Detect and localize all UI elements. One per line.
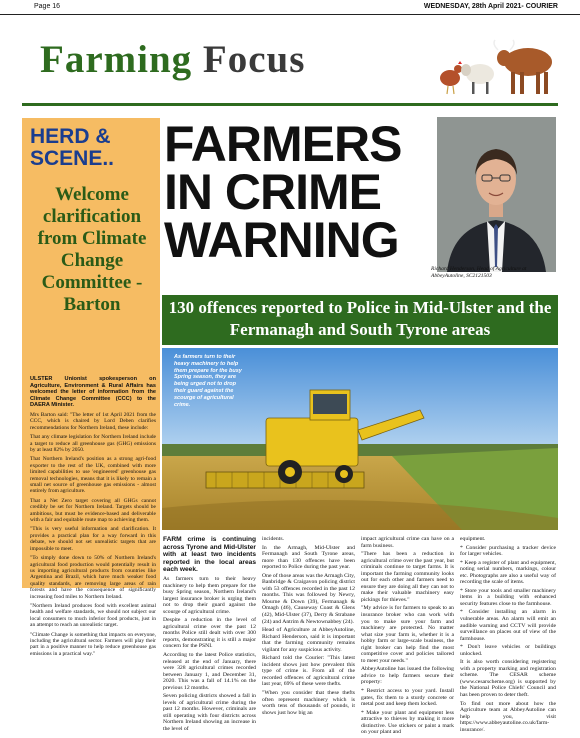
masthead-rule: [22, 103, 558, 106]
article-paragraph: impact agricultural crime can have on a farm business.: [361, 536, 454, 549]
article-paragraph: * Consider purchasing a tracker device for larger vehicles.: [460, 544, 556, 558]
article-column-2: [262, 536, 355, 718]
sidebar-paragraph: That a Net Zero target covering all GHGs cannot credibly be set for Northern Ireland. Targets should be ambitious, but must be evidence-based and deliverable with a fair and equitable route map to achieving them.: [30, 497, 156, 524]
article-column-3: [361, 536, 454, 738]
sidebar-tag: HERD & SCENE..: [30, 125, 115, 170]
sidebar-paragraph: "To simply done down to 50% of Northern Ireland's agricultural food production would potentially result in us importing agricultural products from countries like Argentina and Brazil, which have much weaker food quality standards, are removing large areas of rain forests and have the consequence of significantly increasing food miles to Northern Ireland.: [30, 555, 156, 600]
sidebar-paragraph: Mrs Barton said: "The letter of 1st April 2021 from the CCC, which is chaired by Lord Deben clarifies recommendations for Northern Ireland, these include:: [30, 411, 156, 431]
article-paragraph: * Keep a register of plant and equipment, noting serial numbers, markings, colour etc. Photographs are also a useful way of recording the scale of items.: [460, 559, 556, 586]
portrait-photo: [437, 117, 556, 272]
cow-icon: [494, 40, 552, 94]
article-paragraph: FARM crime is continuing across Tyrone and Mid-Ulster with at least two incidents reported in the local areas each week.: [163, 536, 256, 574]
page-number: Page 16: [34, 3, 61, 10]
sidebar-paragraph: ULSTER Unionist spokesperson on Agriculture, Environment & Rural Affairs has welcomed the letter of information from the Climate Change Committee (CCC) to the DAERA Minister.: [30, 376, 156, 409]
article-paragraph: * Store your tools and smaller machinery items in a building with enhanced security features close to the farmhouse.: [460, 587, 556, 607]
article-paragraph: Head of Agriculture at AbbeyAutoline, Richard Henderson, said it is important that the farming community remains vigilant for any suspicious activity.: [262, 627, 355, 653]
sidebar-paragraph: That Northern Ireland's position as a strong agri-food exporter to the rest of the UK, combined with more limited capabilities to use 'engineered' greenhouse gas removal technologies, means that it is likely to remain a small net source of greenhouse gas emissions - almost entirely from agriculture.: [30, 456, 156, 495]
article-paragraph: "There has been a reduction in agricultural crime over the past year, but criminals continue to target farms. It is important the farming community looks out for each other and farmers need to ensure they are doing all they can not to make their valuable machinery easy pickings for thieves.": [361, 551, 454, 603]
masthead-title: [40, 40, 305, 79]
page-header: [0, 0, 580, 15]
article-column-4: [460, 536, 556, 735]
article-paragraph: * Restrict access to your yard. Install gates, fix them to a sturdy concrete or metal post and keep them locked.: [361, 688, 454, 708]
article-paragraph: "When you consider that these thefts often represent machinery which is worth tens of thousands of pounds, it shows just how big an: [262, 690, 355, 716]
article-paragraph: In the Armagh, Mid-Ulster and Fermanagh and South Tyrone areas, more than 130 offences have been reported to Police during the past year.: [262, 544, 355, 571]
article-column-1: [163, 536, 256, 735]
article-paragraph: incidents.: [262, 536, 284, 542]
article-paragraph: AbbeyAutoline has issued the following advice to help farmers secure their property:: [361, 666, 454, 686]
article-paragraph: To find out more about how the Agriculture team at AbbeyAutoline can help you, visit https://www.abbeyautoline.co.uk/farm-insurance/.: [460, 700, 556, 733]
sidebar-paragraph: That any climate legislation for Northern Ireland include a target to reduce all greenhouse gas (GHG) emissions by at least 82% by 2050.: [30, 434, 156, 453]
article-paragraph: As farmers turn to their heavy machinery to help them prepare for the busy Spring season, Northern Ireland's largest insurance broker is urging them not to drop their guard against the scourge of agricultural crime.: [163, 575, 256, 615]
article-paragraph: It is also worth considering registering with a property marking and registration scheme. The CESAR scheme (www.cesarscheme.org) is supported by the National Police Chiefs' Council and has been proven to deter theft.: [460, 659, 556, 699]
sidebar-paragraph: "Climate Change is something that impacts on everyone, including the agricultural sector. Farmers will play their part in a positive manner to help reduce greenhouse gas emissions in a practical way.": [30, 631, 156, 657]
article-headline: FARMERS IN CRIME WARNING: [164, 116, 402, 268]
article-paragraph: "My advice is for farmers to speak to an insurance broker who can work with you to make sure your farm and machinery are protected. No matter what size your farm is, whether it is a hobby farm or large-scale business, the right broker can help find the most competitive cover and policies tailored to meet your needs.": [361, 605, 454, 664]
chicken-icon: [440, 61, 462, 94]
photo-caption: As farmers turn to their heavy machinery to help them prepare for the busy Spring season, they are being urged not to drop their guard against the scourge of agricultural crime.: [174, 354, 242, 408]
masthead-word-1: Farming: [40, 38, 203, 81]
sidebar-paragraph: "This is very useful information and clarification. It provides a practical plan for a way forward in this debate, we should not set unrealistic targets that are impossible to meet.: [30, 526, 156, 552]
article-paragraph: Richard told the Courier: "This latest incident shows just how prevalent this type of crime is. From all of the recorded offences of agricultural crime last year, 69% of these were thefts.: [262, 655, 355, 688]
publication-date: WEDNESDAY, 28th April 2021- COURIER: [423, 3, 558, 10]
article-paragraph: * Make your plant and equipment less attractive to thieves by making it more distinctive. Use stickers or paint a mark on your plant and: [361, 709, 454, 736]
sidebar-body: [30, 376, 156, 660]
masthead-animals: [436, 36, 558, 100]
article-paragraph: equipment.: [460, 536, 486, 542]
article-paragraph: * Don't leave vehicles or buildings unlocked.: [460, 644, 556, 657]
article-paragraph: One of those areas was the Armagh City, Banbridge & Craigavon policing district with 53 offences recorded in the past 12 months. This was followed by Newry, Mourne & Down (39), Fermanagh & Omagh (46), Causeway Coast & Glens (42), Mid-Ulster (37), Derry & Strabane (24) and Antrim & Newtownabbey (24).: [262, 572, 355, 625]
article-paragraph: Despite a reduction in the level of agricultural crime over the past 12 months Police still dealt with over 300 reports, demonstrating it is still a major concern for the PSNI.: [163, 617, 256, 650]
subhead-bar: 130 offences reported to Police in Mid-Ulster and the Fermanagh and South Tyrone areas: [162, 295, 558, 345]
portrait-caption: Richard Henderson, Head of Agriculture at AbbeyAutoline, SC2121503: [431, 266, 527, 279]
masthead-word-2: Focus: [202, 38, 306, 81]
article-paragraph: Seven policing districts showed a fall in levels of agricultural crime during the past 12 months. However, criminals are still operating with four districts across Northern Ireland showing an increase in the level of: [163, 693, 256, 732]
article-paragraph: According to the latest Police statistics, released at the end of January, there were 328 agricultural crimes recorded between January 1, and December 31, 2020. This was a fall of 14.1% on the previous 12 months.: [163, 651, 256, 691]
sheep-icon: [461, 64, 494, 94]
sidebar-paragraph: "Northern Ireland produces food with excellent animal health and welfare standards, we should not subject our local consumers to much inferior food products, just in an attempt to reach an unrealistic target.: [30, 602, 156, 629]
sidebar-headline: Welcome clarification from Climate Change Committee - Barton: [37, 184, 147, 315]
article-paragraph: * Consider installing an alarm in vulnerable areas. An alarm will emit an audible warning and CCTV will provide surveillance on places out of view of the farmhouse.: [460, 609, 556, 642]
